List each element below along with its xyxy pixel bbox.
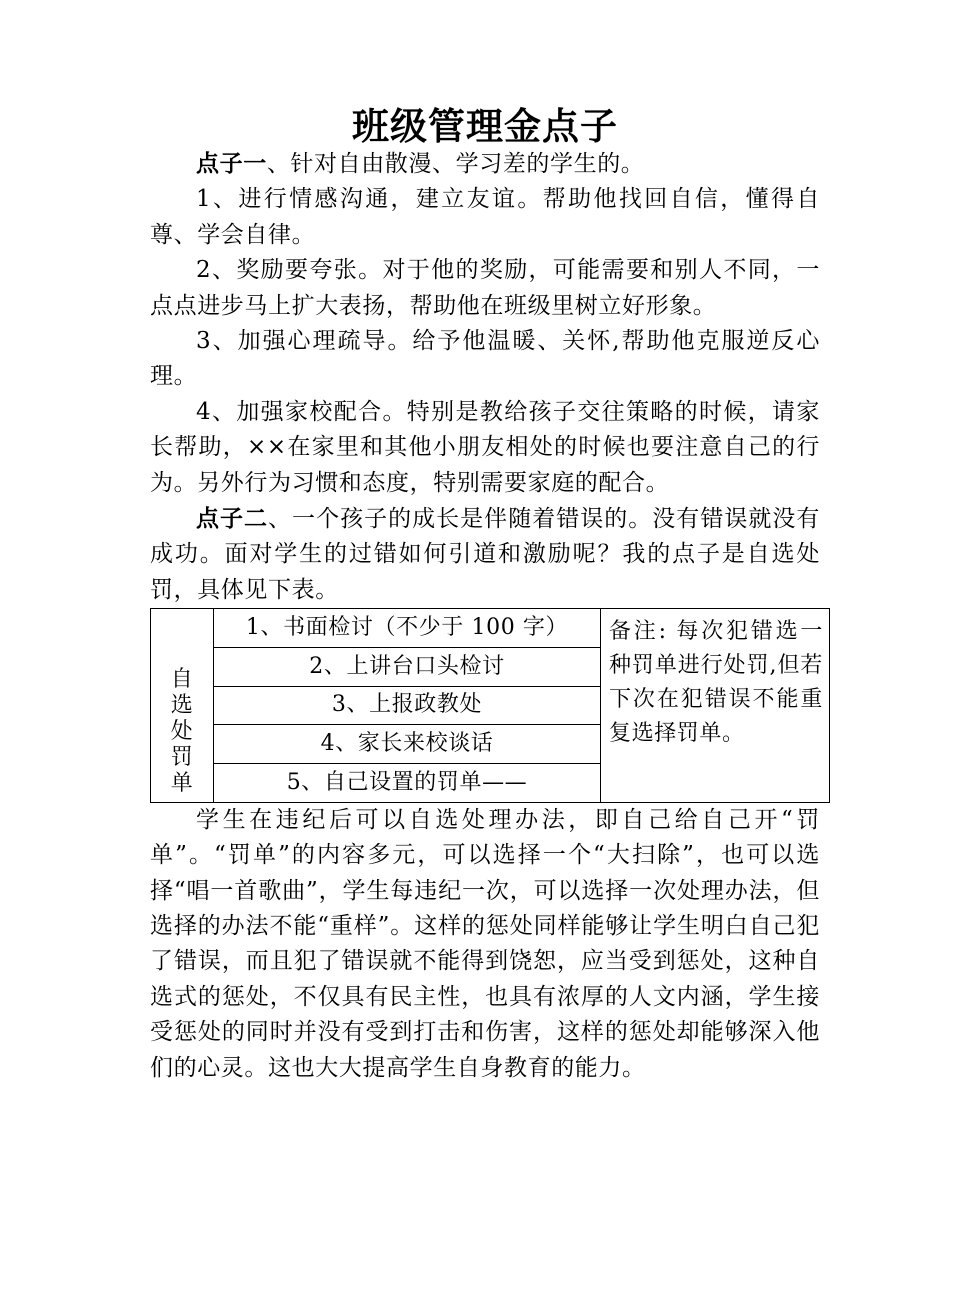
section-2-heading (150, 501, 820, 608)
section-2-lead: 点子二 (196, 505, 269, 533)
paragraph-4: 4、加强家校配合。特别是教给孩子交往策略的时候，请家长帮助，××在家里和其他小朋友相处的时候也要注意自己的行为。另外行为习惯和态度，特别需要家庭的配合。 (150, 398, 820, 496)
paragraph-3: 3、加强心理疏导。给予他温暖、关怀,帮助他克服逆反心理。 (150, 328, 820, 390)
table-note: 备注: 每次犯错选一种罚单进行处罚,但若下次在犯错误不能重复选择罚单。 (601, 609, 830, 802)
table-side-label-cell (151, 609, 214, 802)
penalty-item: 4、家长来校谈话 (214, 725, 601, 764)
paragraph-1: 1、进行情感沟通，建立友谊。帮助他找回自信，懂得自尊、学会自律。 (150, 186, 820, 248)
document-body (150, 146, 823, 1086)
penalty-item: 1、书面检讨（不少于 100 字） (214, 609, 601, 648)
section-1-heading (150, 146, 820, 182)
penalty-item: 5、自己设置的罚单—— (214, 763, 601, 802)
table-row (151, 609, 830, 648)
closing-paragraph: 学生在违纪后可以自选处理办法，即自己给自己开“罚单”。“罚单”的内容多元，可以选择一个“大扫除”，也可以选择“唱一首歌曲”，学生每违纪一次，可以选择一次处理办法，但选择的办法不能“重样”。这样的惩处同样能够让学生明白自己犯了错误，而且犯了错误就不能得到饶恕，应当受到惩处，这种自选式的惩处，不仅具有民主性，也具有浓厚的人文内涵，学生接受惩处的同时并没有受到打击和伤害，这样的惩处却能够深入他们的心灵。这也大大提高学生自身教育的能力。 (150, 806, 820, 1081)
paragraph-2: 2、奖励要夸张。对于他的奖励，可能需要和别人不同，一点点进步马上扩大表扬，帮助他在班级里树立好形象。 (150, 257, 820, 319)
section-2-text: 、一个孩子的成长是伴随着错误的。没有错误就没有成功。面对学生的过错如何引道和激励呢？我的点子是自选处罚，具体见下表。 (150, 506, 820, 603)
penalty-item: 2、上讲台口头检讨 (214, 647, 601, 686)
table-side-label: 自选处罚单 (170, 667, 194, 797)
penalty-table (150, 608, 830, 802)
penalty-item: 3、上报政教处 (214, 686, 601, 725)
section-1-text: 、针对自由散漫、学习差的学生的。 (266, 151, 645, 177)
section-1-lead: 点子一 (196, 150, 267, 177)
page-title: 班级管理金点子 (352, 104, 618, 148)
